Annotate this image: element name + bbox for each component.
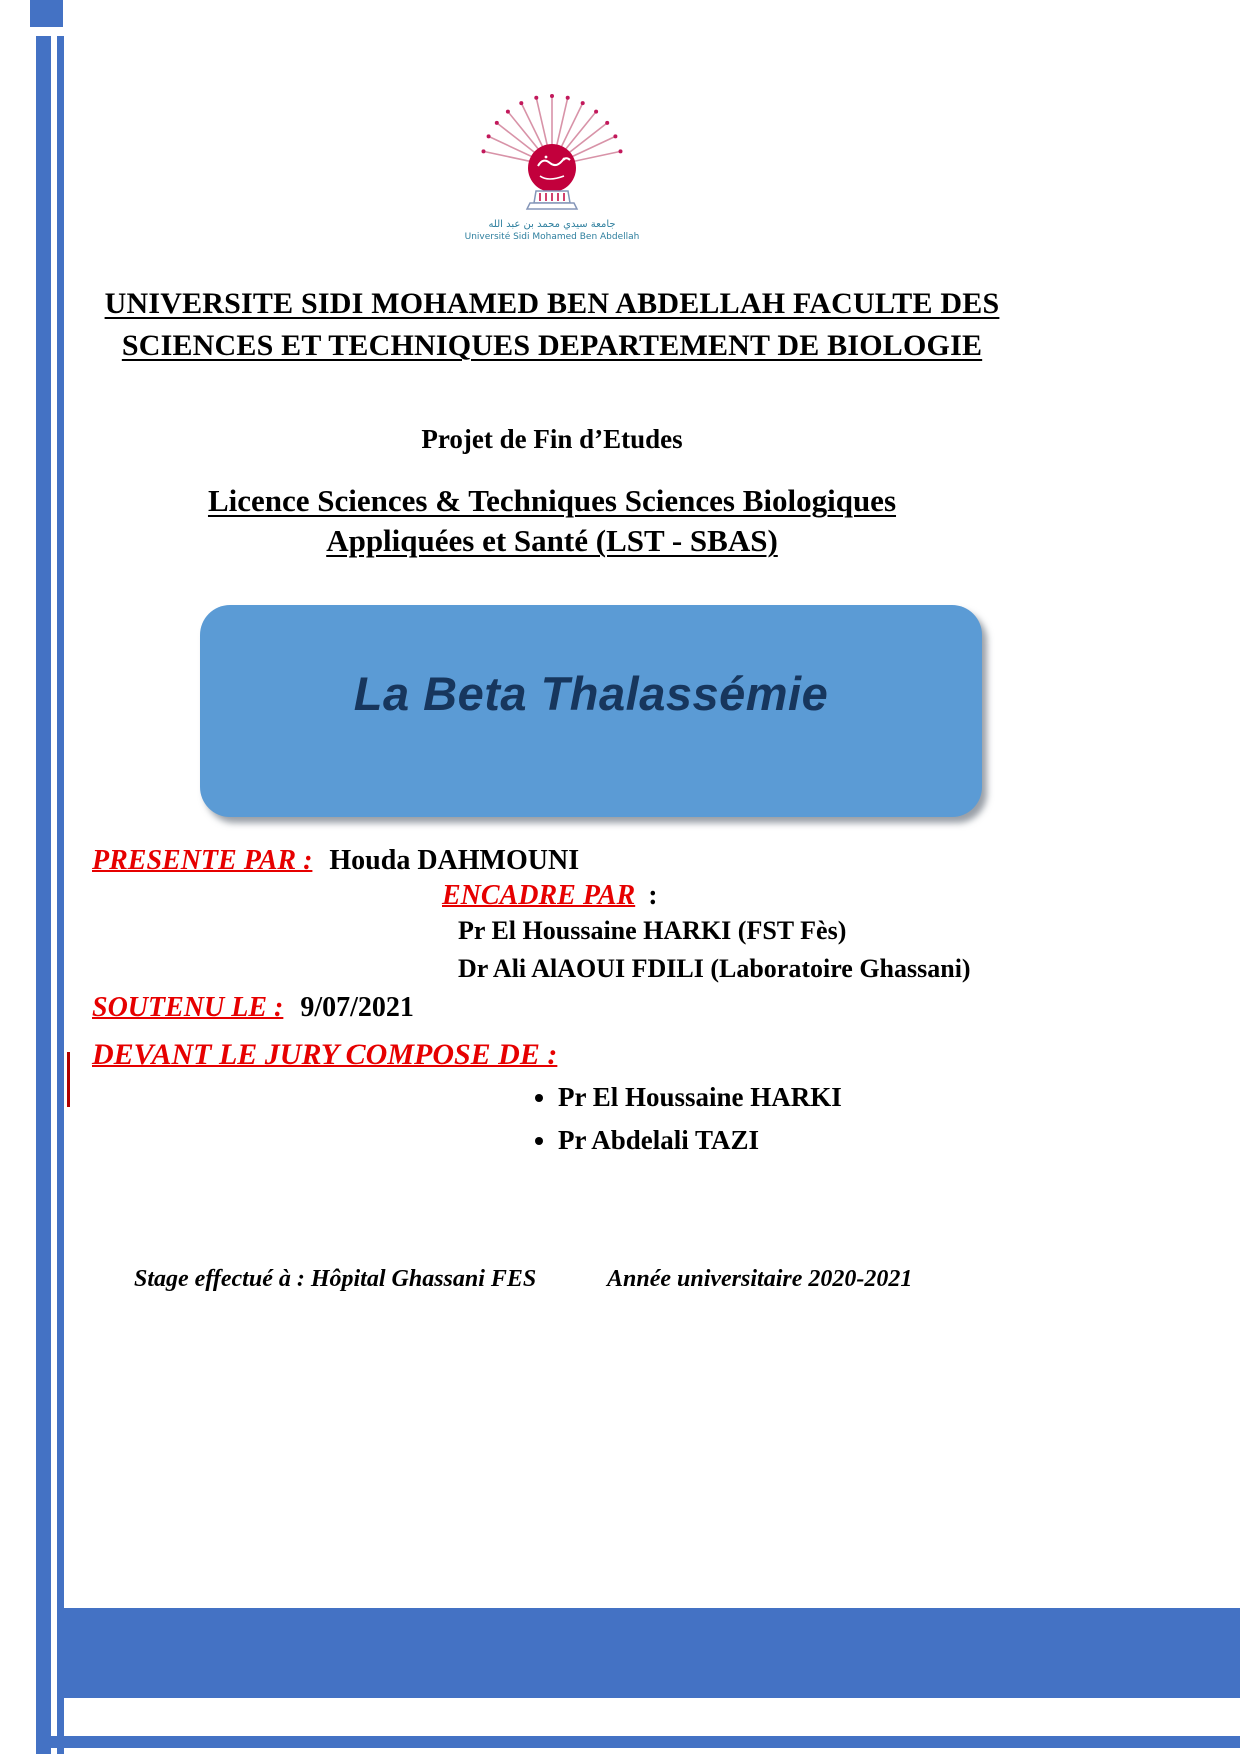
- university-title-line2: SCIENCES ET TECHNIQUES DEPARTEMENT DE BIOLOGIE: [121, 329, 983, 362]
- logo-caption-french: Université Sidi Mohamed Ben Abdellah: [464, 231, 640, 242]
- presented-by-line: [92, 845, 579, 877]
- jury-heading: [92, 1038, 557, 1072]
- corner-accent-square: [30, 0, 63, 27]
- thesis-title-box: [200, 605, 982, 817]
- degree-title-line1: Licence Sciences & Techniques Sciences Biologiques: [207, 483, 897, 518]
- supervised-by-line: [442, 880, 658, 912]
- degree-title-line2: Appliquées et Santé (LST - SBAS): [326, 523, 778, 559]
- defended-label: SOUTENU LE :: [92, 992, 284, 1023]
- jury-list: [528, 1082, 842, 1168]
- supervisor-2: Dr Ali AlAOUI FDILI (Laboratoire Ghassani): [458, 954, 971, 983]
- logo-medallion: [528, 144, 576, 192]
- presented-by-label: PRESENTE PAR :: [92, 845, 313, 876]
- defended-date: 9/07/2021: [300, 992, 414, 1023]
- university-logo: [64, 88, 1040, 243]
- footer-line: [64, 1266, 1040, 1298]
- university-emblem-icon: [472, 88, 632, 213]
- internship-location: Stage effectué à : Hôpital Ghassani FES: [134, 1266, 537, 1292]
- jury-member-1: • Pr El Houssaine HARKI: [558, 1082, 842, 1113]
- page-content: [64, 0, 1040, 1754]
- jury-member-2: • Pr Abdelali TAZI: [558, 1125, 842, 1156]
- defended-line: [92, 992, 414, 1024]
- logo-pedestal: [527, 191, 577, 209]
- jury-label: DEVANT LE JURY COMPOSE DE :: [92, 1038, 558, 1071]
- supervisor-1: Pr El Houssaine HARKI (FST Fès): [458, 916, 847, 945]
- supervised-by-label: ENCADRE PAR: [442, 880, 636, 911]
- left-accent-bar-inner: [57, 36, 64, 1754]
- supervised-by-colon: :: [648, 880, 658, 911]
- university-title: [64, 283, 1040, 367]
- revision-bar: [67, 1052, 70, 1107]
- logo-caption-arabic: جامعة سيدي محمد بن عبد الله: [488, 219, 616, 230]
- university-title-line1: UNIVERSITE SIDI MOHAMED BEN ABDELLAH FACULTE DES: [104, 287, 1000, 320]
- project-type-heading: Projet de Fin d’Etudes: [421, 424, 683, 454]
- degree-title: [64, 481, 1040, 562]
- academic-year: Année universitaire 2020-2021: [607, 1266, 913, 1292]
- thesis-title: La Beta Thalassémie: [353, 667, 829, 720]
- presented-by-name: Houda DAHMOUNI: [329, 845, 580, 876]
- left-accent-bar-outer: [36, 36, 51, 1754]
